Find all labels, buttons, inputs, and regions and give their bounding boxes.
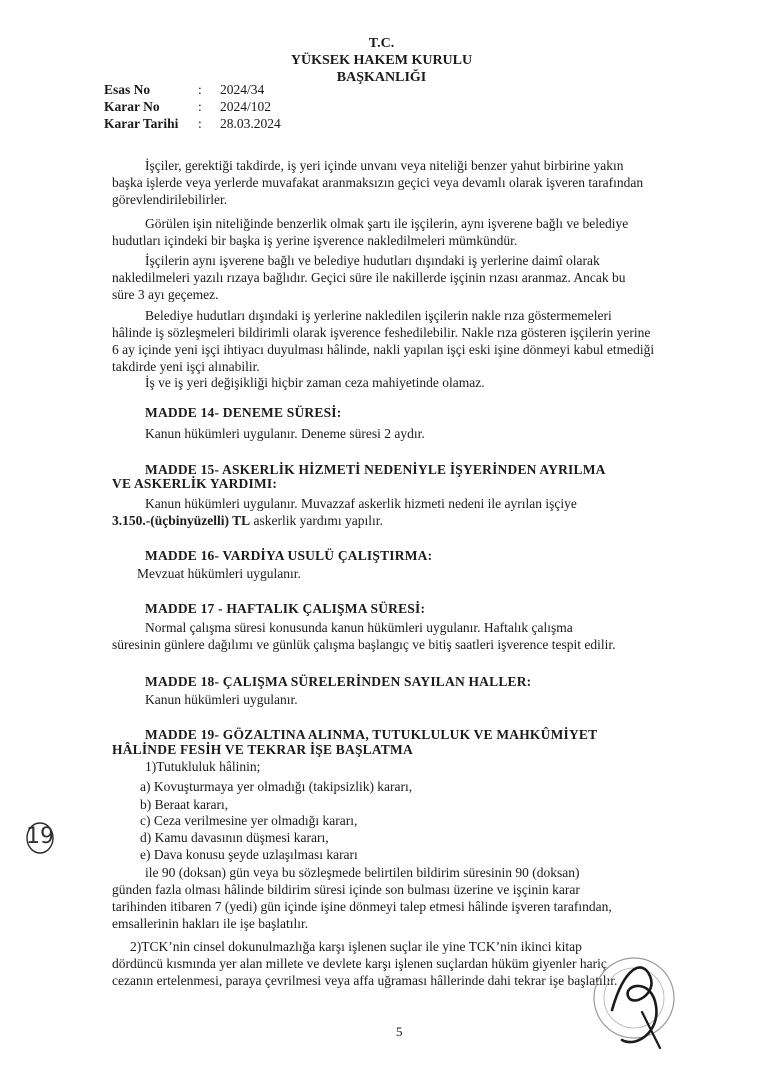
article-16-text: Mevzuat hükümleri uygulanır. (137, 566, 301, 581)
header-tc: T.C. (368, 36, 395, 51)
stamp-signature (572, 948, 692, 1058)
article-16-title: MADDE 16- VARDİYA USULÜ ÇALIŞTIRMA: (145, 548, 433, 563)
meta-value-tarih: 28.03.2024 (220, 116, 281, 131)
list-item: d) Kamu davasının düşmesi kararı, (140, 830, 329, 845)
paragraph-line: 6 ay içinde yeni işçi ihtiyacı duyulması hâlinde, nakli yapılan işçi eski işine dönmeyi kabul etmediği (112, 342, 655, 357)
meta-label-esas: Esas No (104, 82, 151, 97)
page-number: 5 (396, 1024, 403, 1039)
paragraph-line: Görülen işin niteliğinde benzerlik olmak şartı ile işçilerin, aynı işverene bağlı ve belediye (145, 216, 629, 231)
meta-sep-tarih: : (198, 116, 202, 131)
meta-sep-esas: : (198, 82, 202, 97)
paragraph-line: İş ve iş yeri değişikliği hiçbir zaman ceza mahiyetinde olamaz. (145, 375, 485, 390)
paragraph-line: hudutları içindeki bir başka iş yerine işverence nakledilmeleri mümkündür. (112, 233, 518, 248)
paragraph-line: başka işlerde veya yerlerde muvafakat aranmaksızın geçici veya devamlı olarak işveren tarafından (112, 175, 644, 190)
article-18-title: MADDE 18- ÇALIŞMA SÜRELERİNDEN SAYILAN HALLER: (145, 674, 532, 689)
paragraph-line: Belediye hudutları dışındaki iş yerlerine nakledilen işçilerin nakle rıza göstermemeleri (145, 308, 612, 323)
list-item: a) Kovuşturmaya yer olmadığı (takipsizlik) kararı, (140, 779, 413, 794)
meta-label-tarih: Karar Tarihi (104, 116, 179, 131)
aid-text: askerlik yardımı yapılır. (250, 513, 383, 528)
article-15-text: Kanun hükümleri uygulanır. Muvazzaf askerlik hizmeti nedeni ile ayrılan işçiye (145, 496, 577, 511)
article-14-title: MADDE 14- DENEME SÜRESİ: (145, 405, 342, 420)
paragraph-line: emsallerinin hakları ile işe başlatılır. (112, 916, 309, 931)
meta-sep-karar: : (198, 99, 202, 114)
margin-annotation-text: 19 (26, 824, 54, 849)
paragraph-line: süre 3 ayı geçemez. (112, 287, 219, 302)
paragraph-line: 2)TCK’nin cinsel dokunulmazlığa karşı işlenen suçlar ile yine TCK’nin ikinci kitap (130, 939, 582, 954)
paragraph-line: İşçilerin aynı işverene bağlı ve belediye hudutları dışındaki iş yerlerine daimî olarak (145, 253, 600, 268)
paragraph-line: ile 90 (doksan) gün veya bu sözleşmede belirtilen bildirim süresinin 90 (doksan) (145, 865, 580, 880)
article-14-text: Kanun hükümleri uygulanır. Deneme süresi 2 aydır. (145, 426, 425, 441)
article-17-title: MADDE 17 - HAFTALIK ÇALIŞMA SÜRESİ: (145, 601, 426, 616)
signature-icon (572, 948, 692, 1058)
list-item: e) Dava konusu şeyde uzlaşılması kararı (140, 847, 358, 862)
article-17-text-cont: süresinin günlere dağılımı ve günlük çalışma başlangıç ve bitiş saatleri işverence tespit edilir. (112, 637, 616, 652)
paragraph-line: nakledilmeleri yazılı rızaya bağlıdır. Geçici süre ile nakillerde işçinin rızası aranmaz. Ancak bu (112, 270, 626, 285)
meta-label-karar: Karar No (104, 99, 160, 114)
article-15-title-cont: VE ASKERLİK YARDIMI: (112, 476, 278, 491)
article-19-title: MADDE 19- GÖZALTINA ALINMA, TUTUKLULUK VE MAHKÛMİYET (145, 727, 598, 742)
header-institution: YÜKSEK HAKEM KURULU (290, 53, 473, 68)
aid-amount: 3.150.-(üçbinyüzelli) TL (112, 513, 251, 528)
article-15-text-cont (112, 512, 383, 529)
article-18-text: Kanun hükümleri uygulanır. (145, 692, 298, 707)
header-presidency: BAŞKANLIĞI (336, 70, 427, 85)
paragraph-line: dördüncü kısmında yer alan millete ve devlete karşı işlenen suçlardan hüküm giyenler hariç (112, 956, 607, 971)
margin-annotation (22, 818, 62, 858)
paragraph-line: İşçiler, gerektiği takdirde, iş yeri içinde unvanı veya niteliği benzer yahut birbirine yakın (145, 158, 624, 173)
paragraph-line: cezanın ertelenmesi, paraya çevrilmesi veya affa uğraması hâllerinde dahi tekrar işe başlatılır. (112, 973, 618, 988)
list-item: c) Ceza verilmesine yer olmadığı kararı, (140, 813, 358, 828)
article-19-title-cont: HÂLİNDE FESİH VE TEKRAR İŞE BAŞLATMA (112, 742, 413, 757)
meta-value-karar: 2024/102 (220, 99, 272, 114)
list-item: b) Beraat kararı, (140, 797, 229, 812)
paragraph-line: görevlendirilebilirler. (112, 192, 228, 207)
meta-value-esas: 2024/34 (220, 82, 265, 97)
paragraph-line: takdirde yeni işçi alınabilir. (112, 359, 260, 374)
list-item: 1)Tutukluluk hâlinin; (145, 759, 261, 774)
paragraph-line: hâlinde iş sözleşmeleri bildirimli olarak işverence feshedilebilir. Nakle rıza gösteren işçilerin yerine (112, 325, 651, 340)
article-17-text: Normal çalışma süresi konusunda kanun hükümleri uygulanır. Haftalık çalışma (145, 620, 573, 635)
article-15-title: MADDE 15- ASKERLİK HİZMETİ NEDENİYLE İŞYERİNDEN AYRILMA (145, 462, 606, 477)
paragraph-line: tarihinden itibaren 7 (yedi) gün içinde işine dönmeyi talep etmesi hâlinde işveren tarafından, (112, 899, 612, 914)
paragraph-line: günden fazla olması hâlinde bildirim süresi içinde son bulması üzerine ve işçinin karar (112, 882, 580, 897)
